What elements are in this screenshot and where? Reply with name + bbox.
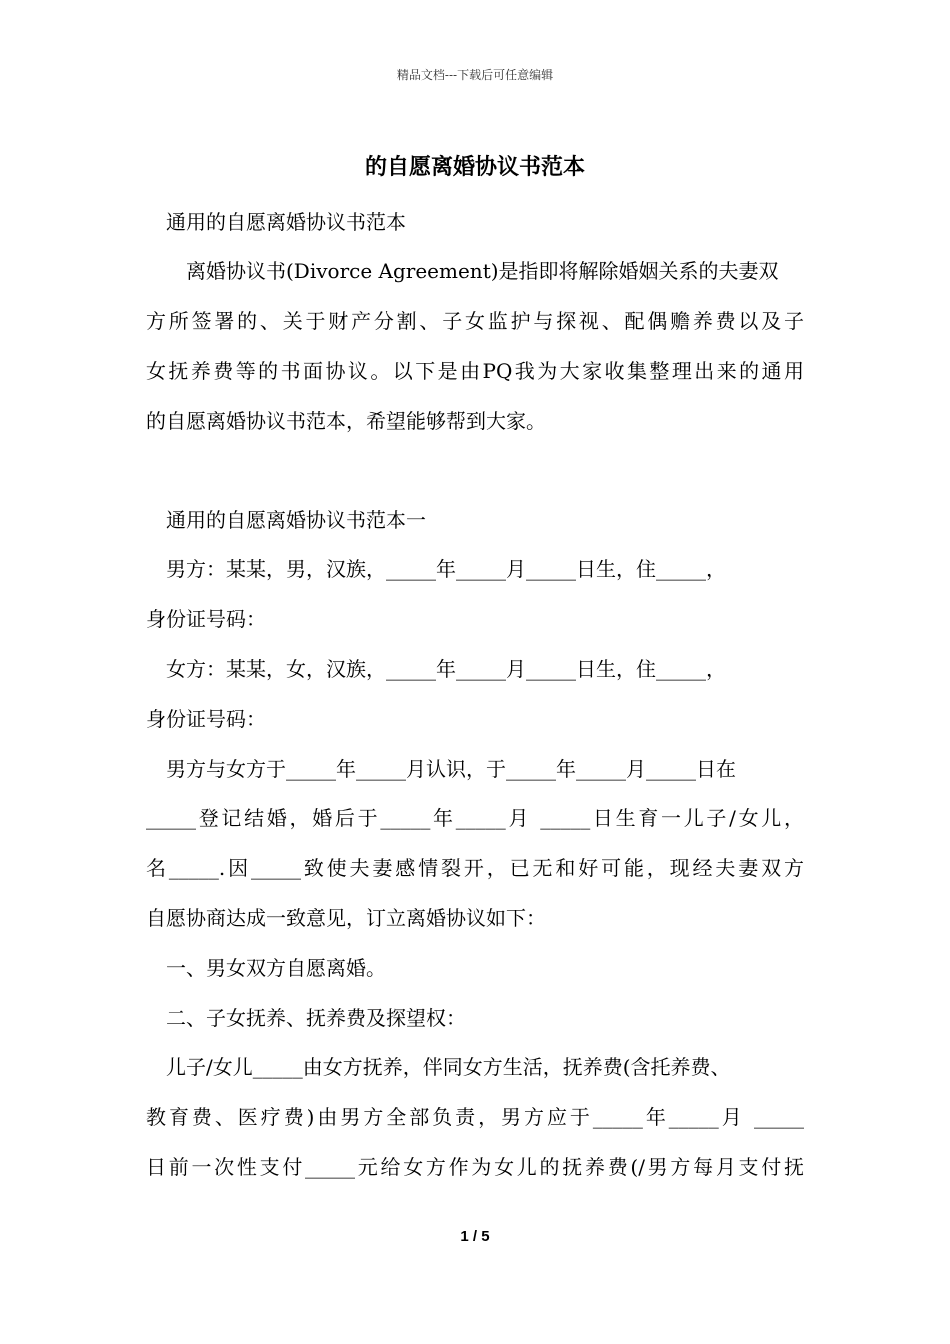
paragraph-line: 离婚协议书(Divorce Agreement)是指即将解除婚姻关系的夫妻双 [186,259,779,283]
subtitle: 通用的自愿离婚协议书范本 [166,210,406,234]
paragraph-line: 自愿协商达成一致意见，订立离婚协议如下： [146,906,546,930]
paragraph-line: 教育费、医疗费)由男方全部负责，男方应于_____年_____月 _____ [146,1105,804,1129]
page-number: 1 / 5 [460,1228,490,1245]
paragraph-line: 儿子/女儿_____由女方抚养，伴同女方生活，抚养费(含托养费、 [166,1055,731,1079]
paragraph-line: _____登记结婚，婚后于_____年_____月 _____日生育一儿子/女儿， [146,806,804,830]
section-heading: 通用的自愿离婚协议书范本一 [166,508,426,532]
document-title: 的自愿离婚协议书范本 [364,154,585,180]
paragraph-line: 女抚养费等的书面协议。以下是由PQ我为大家收集整理出来的通用 [146,359,804,383]
paragraph-line: 二、子女抚养、抚养费及探望权： [166,1006,466,1030]
paragraph-line: 方所签署的、关于财产分割、子女监护与探视、配偶赡养费以及子 [146,309,804,333]
paragraph-line: 身份证号码： [146,707,266,731]
paragraph-line: 男方：某某，男，汉族，_____年_____月_____日生，住_____， [166,557,726,581]
paragraph-line: 日前一次性支付_____元给女方作为女儿的抚养费(/男方每月支付抚 [146,1155,804,1179]
paragraph-line: 一、男女双方自愿离婚。 [166,956,386,980]
paragraph-line: 名_____.因_____致使夫妻感情裂开，已无和好可能，现经夫妻双方 [146,856,804,880]
paragraph-line: 的自愿离婚协议书范本，希望能够帮到大家。 [146,409,546,433]
paragraph-line: 身份证号码： [146,607,266,631]
paragraph-line: 男方与女方于_____年_____月认识，于_____年_____月_____日在 [166,757,736,781]
paragraph-line: 女方：某某，女，汉族，_____年_____月_____日生，住_____， [166,657,726,681]
page-header: 精品文档---下载后可任意编辑 [396,68,554,82]
